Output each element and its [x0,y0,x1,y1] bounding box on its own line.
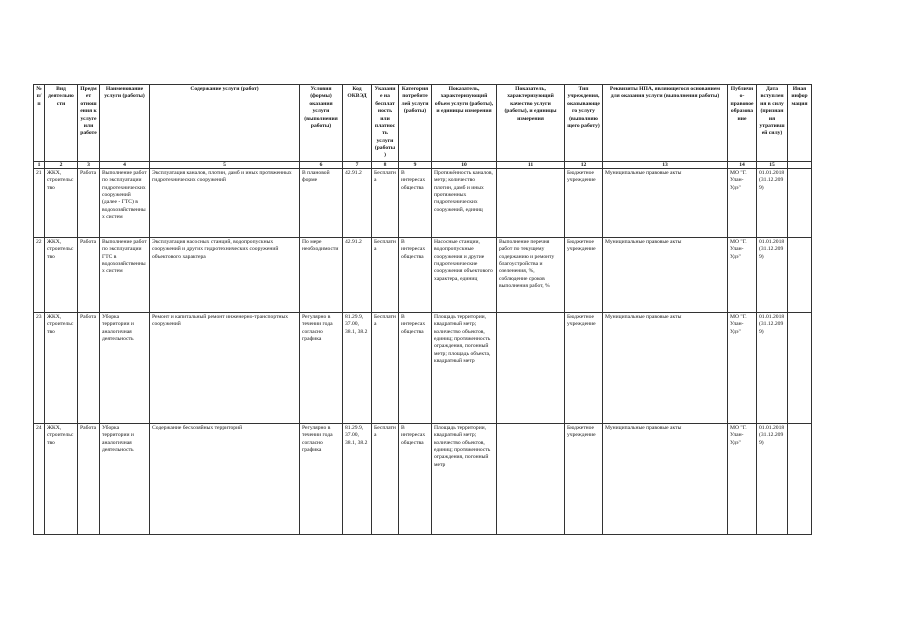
services-register-table [33,84,812,535]
conditions-cell: По мере необходимости [300,237,343,312]
table-row [34,168,812,237]
consumer-cell: В интересах общества [399,423,432,534]
okved-cell: 42.91.2 [343,237,372,312]
consumer-cell: В интересах общества [399,237,432,312]
other-info-cell [788,312,812,423]
legal-basis-cell: Муниципальные правовые акты [603,423,728,534]
okved-cell: 81.29.9, 37.00, 38.1, 38.2 [343,423,372,534]
activity-cell: ЖКХ, строительство [45,312,78,423]
column-number: 6 [300,161,343,168]
institution-type-cell: Бюджетное учреждение [565,168,603,237]
public-entity-cell: МО "Г. Улан-Удэ" [728,423,757,534]
service-content-cell: Содержание бесхозяйных территорий [150,423,300,534]
header-cell: Категория потребителей услуги (работы) [399,85,432,162]
public-entity-cell: МО "Г. Улан-Удэ" [728,168,757,237]
conditions-cell: Регулярно в течении года согласно графика [300,312,343,423]
subject-cell: Работа [78,312,100,423]
column-number-empty [788,161,812,168]
legal-basis-cell: Муниципальные правовые акты [603,312,728,423]
payment-cell: Бесплатна [372,312,399,423]
header-cell: Дата вступления в силу (признания утратившей силу) [757,85,788,162]
effective-date-cell: 01.01.2018 (31.12.2099) [757,168,788,237]
column-number: 2 [45,161,78,168]
public-entity-cell: МО "Г. Улан-Удэ" [728,312,757,423]
header-cell: Иная информация [788,85,812,162]
payment-cell: Бесплатна [372,423,399,534]
conditions-cell: В плановой форме [300,168,343,237]
subject-cell: Работа [78,423,100,534]
quality-indicator-cell [497,168,565,237]
activity-cell: ЖКХ, строительство [45,168,78,237]
header-cell: № п/п [34,85,45,162]
effective-date-cell: 01.01.2018 (31.12.2099) [757,423,788,534]
row-number: 22 [34,237,45,312]
column-number: 7 [343,161,372,168]
column-number: 13 [603,161,728,168]
header-cell: Публично-правовое образование [728,85,757,162]
column-number: 1 [34,161,45,168]
column-number: 14 [728,161,757,168]
payment-cell: Бесплатна [372,168,399,237]
table-row [34,423,812,534]
volume-indicator-cell: Площадь территории, квадратный метр; количество объектов, единиц; протяженность ограждения, погонный метр; площадь объекта, квадратный метр [432,312,497,423]
header-cell: Наименование услуги (работы) [100,85,150,162]
effective-date-cell: 01.01.2018 (31.12.2099) [757,237,788,312]
table-row [34,237,812,312]
service-name-cell: Уборка территории и аналогичная деятельность [100,423,150,534]
column-number: 9 [399,161,432,168]
institution-type-cell: Бюджетное учреждение [565,237,603,312]
row-number: 23 [34,312,45,423]
other-info-cell [788,423,812,534]
other-info-cell [788,237,812,312]
quality-indicator-cell [497,423,565,534]
header-cell: Условия (формы) оказания услуги (выполнения работы) [300,85,343,162]
consumer-cell: В интересах общества [399,312,432,423]
header-cell: Реквизиты НПА, являющегося основанием для оказания услуги (выполнения работы) [603,85,728,162]
header-cell: Указание на бесплатность или платность услуги (работы) [372,85,399,162]
quality-indicator-cell [497,312,565,423]
header-cell: Содержание услуги (работ) [150,85,300,162]
row-number: 21 [34,168,45,237]
header-row [34,85,812,162]
service-name-cell: Выполнение работ по эксплуатации ГТС в водохозяйственных систем [100,237,150,312]
header-cell: Тип учреждения, оказывающего услугу (выполняющего работу) [565,85,603,162]
other-info-cell [788,168,812,237]
column-number: 15 [757,161,788,168]
service-content-cell: Эксплуатация каналов, плотин, дамб и иных протяженных гидротехнических сооружений [150,168,300,237]
column-numbers-row [34,161,812,168]
payment-cell: Бесплатна [372,237,399,312]
volume-indicator-cell: Площадь территории, квадратный метр; количество объектов, единиц; протяженность ограждения, погонный метр [432,423,497,534]
column-number: 4 [100,161,150,168]
header-cell: Показатель, характеризующий качество услуги (работы), и единицы измерения [497,85,565,162]
column-number: 8 [372,161,399,168]
header-cell: Предмет отношения к услуге или работе [78,85,100,162]
column-number: 10 [432,161,497,168]
subject-cell: Работа [78,237,100,312]
header-cell: Вид деятельности [45,85,78,162]
volume-indicator-cell: Протяжённость каналов, метр; количество плотин, дамб и иных протяженных гидротехнических сооружений, единиц [432,168,497,237]
service-content-cell: Эксплуатация насосных станций, водопропускных сооружений и других гидротехнических сооружений объектового характера [150,237,300,312]
column-number: 12 [565,161,603,168]
service-name-cell: Уборка территории и аналогичная деятельность [100,312,150,423]
table-row [34,312,812,423]
service-name-cell: Выполнение работ по эксплуатации гидротехнических сооружений (далее - ГТС) в водохозяйственных систем [100,168,150,237]
volume-indicator-cell: Насосные станции, водопропускные сооружения и другие гидротехнические сооружения объектового характера, единиц [432,237,497,312]
legal-basis-cell: Муниципальные правовые акты [603,237,728,312]
okved-cell: 42.91.2 [343,168,372,237]
header-cell: Показатель, характеризующий объем услуги (работы), и единицы измерения [432,85,497,162]
header-cell: Код ОКВЭД [343,85,372,162]
column-number: 11 [497,161,565,168]
subject-cell: Работа [78,168,100,237]
row-number: 24 [34,423,45,534]
public-entity-cell: МО "Г. Улан-Удэ" [728,237,757,312]
column-number: 5 [150,161,300,168]
effective-date-cell: 01.01.2018 (31.12.2099) [757,312,788,423]
quality-indicator-cell: Выполнение перечня работ по текущему содержанию и ремонту благоустройства и озеленения, %, соблюдение сроков выполнения работ, % [497,237,565,312]
activity-cell: ЖКХ, строительство [45,237,78,312]
institution-type-cell: Бюджетное учреждение [565,312,603,423]
legal-basis-cell: Муниципальные правовые акты [603,168,728,237]
institution-type-cell: Бюджетное учреждение [565,423,603,534]
activity-cell: ЖКХ, строительство [45,423,78,534]
consumer-cell: В интересах общества [399,168,432,237]
service-content-cell: Ремонт и капитальный ремонт инженерно-транспортных сооружений [150,312,300,423]
okved-cell: 81.29.9, 37.00, 38.1, 38.2 [343,312,372,423]
column-number: 3 [78,161,100,168]
conditions-cell: Регулярно в течении года согласно графика [300,423,343,534]
